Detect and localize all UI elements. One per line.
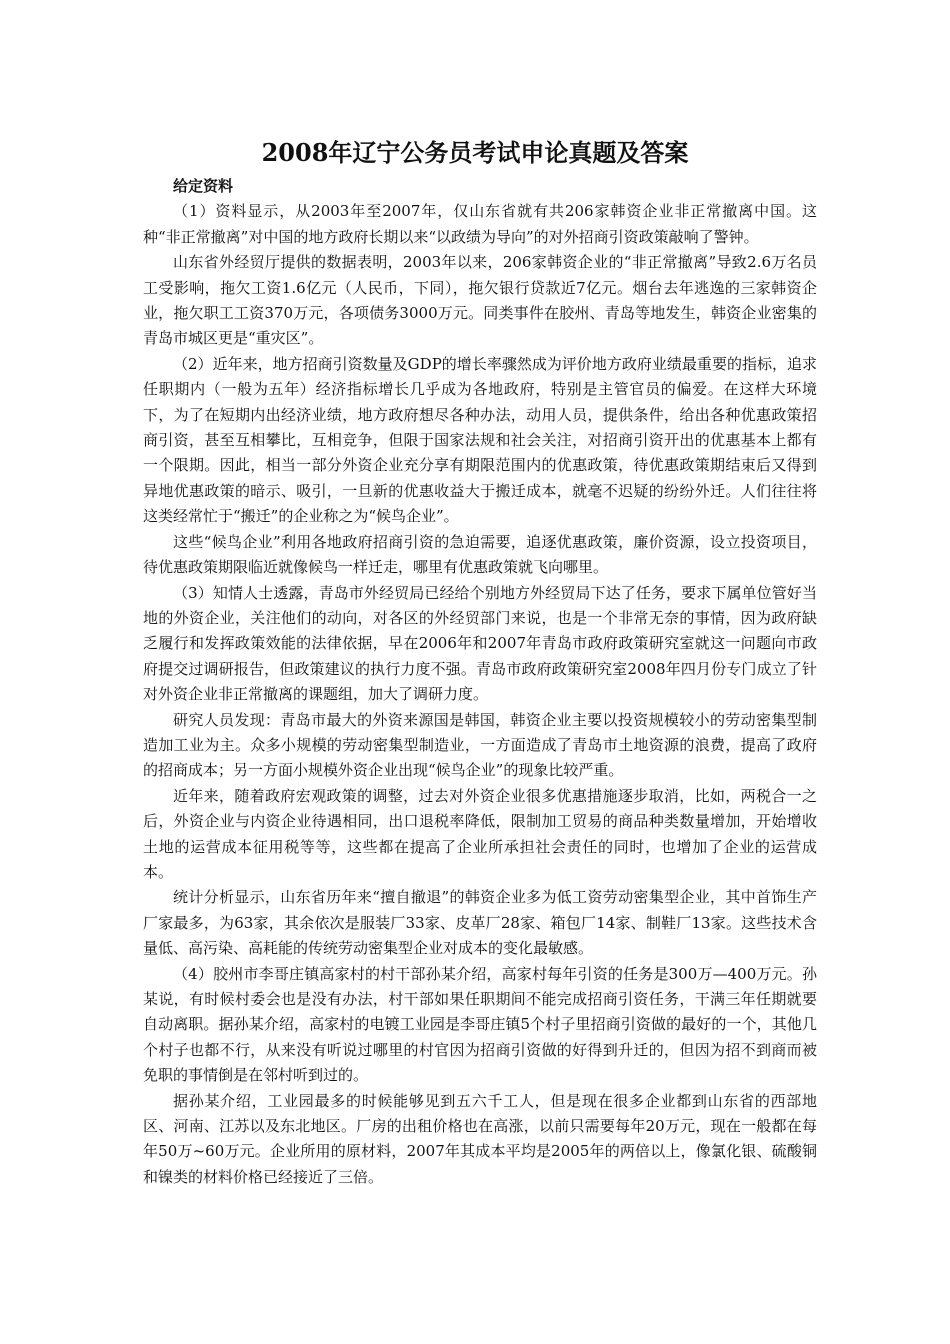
paragraph: 山东省外经贸厅提供的数据表明，2003年以来，206家韩资企业的“非正常撤离”导致2.6万名员工受影响，拖欠工资1.6亿元（人民币，下同），拖欠银行贷款近7亿元。烟台去年逃逸的三家韩资企业，拖欠职工工资370万元，各项债务3000万元。同类事件在胶州、青岛等地发生，韩资企业密集的青岛市城区更是“重灾区”。 bbox=[143, 253, 817, 348]
paragraph: 这些“候鸟企业”利用各地政府招商引资的急迫需要，追逐优惠政策，廉价资源，设立投资项目，待优惠政策期限临近就像候鸟一样迁走，哪里有优惠政策就飞向哪里。 bbox=[143, 532, 817, 577]
paragraph: （1）资料显示，从2003年至2007年，仅山东省就有共206家韩资企业非正常撤离中国。这种“非正常撤离”对中国的地方政府长期以来“以政绩为导向”的对外招商引资政策敲响了警钟。 bbox=[143, 202, 817, 246]
paragraph: 统计分析显示，山东省历年来“擅自撤退”的韩资企业多为低工资劳动密集型企业，其中首饰生产厂家最多，为63家，其余依次是服装厂33家、皮革厂28家、箱包厂14家、制鞋厂13家。这些技术含量低、高污染、高耗能的传统劳动密集型企业对成本的变化最敏感。 bbox=[143, 888, 817, 958]
paragraph: 研究人员发现：青岛市最大的外资来源国是韩国，韩资企业主要以投资规模较小的劳动密集型制造加工业为主。众多小规模的劳动密集型制造业，一方面造成了青岛市土地资源的浪费，提高了政府的招商成本；另一方面小规模外资企业出现“候鸟企业”的现象比较严重。 bbox=[143, 710, 817, 780]
paragraph: （4）胶州市李哥庄镇高家村的村干部孙某介绍，高家村每年引资的任务是300万—400万元。孙某说，有时候村委会也是没有办法，村干部如果任职期间不能完成招商引资任务，干满三年任期就要自动离职。据孙某介绍，高家村的电镀工业园是李哥庄镇5个村子里招商引资做的最好的一个，其他几个村子也都不行，从来没有听说过哪里的村官因为招商引资做的好得到升迁的，但因为招不到商而被免职的事情倒是在邻村听到过的。 bbox=[143, 964, 817, 1085]
paragraph: 据孙某介绍，工业园最多的时候能够见到五六千工人，但是现在很多企业都到山东省的西部地区、河南、江苏以及东北地区。厂房的出租价格也在高涨，以前只需要每年20万元，现在一般都在每年50万~60万元。企业所用的原材料，2007年其成本平均是2005年的两倍以上，像氯化银、硫酸铜和镍类的材料价格已经接近了三倍。 bbox=[143, 1091, 817, 1186]
document-body bbox=[143, 174, 817, 1190]
section-heading: 给定资料 bbox=[173, 177, 234, 195]
document-title: 2008年辽宁公务员考试申论真题及答案 bbox=[261, 138, 689, 167]
paragraph: （2）近年来，地方招商引资数量及GDP的增长率骤然成为评价地方政府业绩最重要的指标，追求任职期内（一般为五年）经济指标增长几乎成为各地政府，特别是主管官员的偏爱。在这样大环境下，为了在短期内出经济业绩，地方政府想尽各种办法，动用人员，提供条件，给出各种优惠政策招商引资，甚至互相攀比，互相竞争，但限于国家法规和社会关注，对招商引资开出的优惠基本上都有一个限期。因此，相当一部分外资企业充分享有期限范围内的优惠政策，待优惠政策期结束后又得到异地优惠政策的暗示、吸引，一旦新的优惠收益大于搬迁成本，就毫不迟疑的纷纷外迁。人们往往将这类经常忙于“搬迁”的企业称之为“候鸟企业”。 bbox=[143, 354, 817, 526]
paragraph: 近年来，随着政府宏观政策的调整，过去对外资企业很多优惠措施逐步取消，比如，两税合一之后，外资企业与内资企业待遇相同，出口退税率降低，限制加工贸易的商品种类数量增加，开始增收土地的运营成本征用税等等，这些都在提高了企业所承担社会责任的同时，也增加了企业的运营成本。 bbox=[143, 786, 817, 881]
paragraph: （3）知情人士透露，青岛市外经贸局已经给个别地方外经贸局下达了任务，要求下属单位管好当地的外资企业，关注他们的动向，对各区的外经贸部门来说，也是一个非常无奈的事情，因为政府缺乏履行和发挥政策效能的法律依据，早在2006年和2007年青岛市政府政策研究室就这一问题向市政府提交过调研报告，但政策建议的执行力度不强。青岛市政府政策研究室2008年四月份专门成立了针对外资企业非正常撤离的课题组，加大了调研力度。 bbox=[143, 583, 817, 704]
